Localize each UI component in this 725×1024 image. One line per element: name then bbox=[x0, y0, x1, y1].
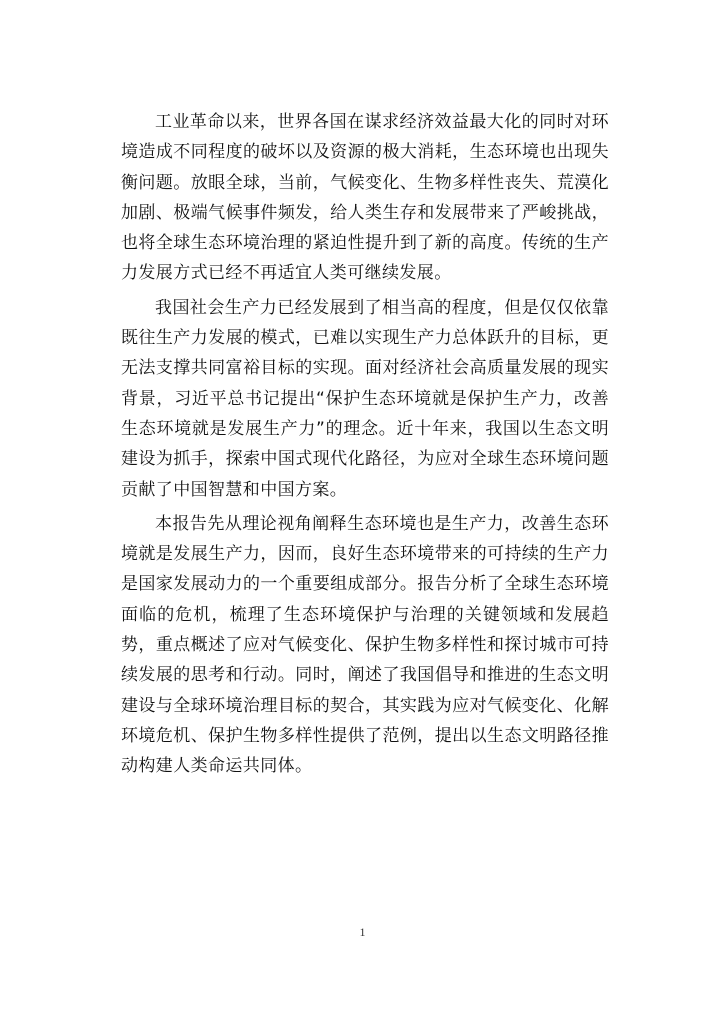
body-text bbox=[121, 107, 609, 786]
paragraph-1: 工业革命以来，世界各国在谋求经济效益最大化的同时对环境造成不同程度的破坏以及资源的极大消耗，生态环境也出现失衡问题。放眼全球，当前，气候变化、生物多样性丧失、荒漠化加剧、极端气候事件频发，给人类生存和发展带来了严峻挑战，也将全球生态环境治理的紧迫性提升到了新的高度。传统的生产力发展方式已经不再适宜人类可继续发展。 bbox=[121, 112, 609, 284]
paragraph-2: 我国社会生产力已经发展到了相当高的程度，但是仅仅依靠既往生产力发展的模式，已难以实现生产力总体跃升的目标，更无法支撑共同富裕目标的实现。面对经济社会高质量发展的现实背景，习近平总书记提出“保护生态环境就是保护生产力，改善生态环境就是发展生产力”的理念。近十年来，我国以生态文明建设为抓手，探索中国式现代化路径，为应对全球生态环境问题贡献了中国智慧和中国方案。 bbox=[121, 297, 609, 500]
paragraph-3: 本报告先从理论视角阐释生态环境也是生产力，改善生态环境就是发展生产力，因而，良好生态环境带来的可持续的生产力是国家发展动力的一个重要组成部分。报告分析了全球生态环境面临的危机，梳理了生态环境保护与治理的关键领域和发展趋势，重点概述了应对气候变化、保护生物多样性和探讨城市可持续发展的思考和行动。同时，阐述了我国倡导和推进的生态文明建设与全球环境治理目标的契合，其实践为应对气候变化、化解环境危机、保护生物多样性提供了范例，提出以生态文明路径推动构建人类命运共同体。 bbox=[121, 513, 609, 777]
page-number: 1 bbox=[359, 925, 366, 939]
